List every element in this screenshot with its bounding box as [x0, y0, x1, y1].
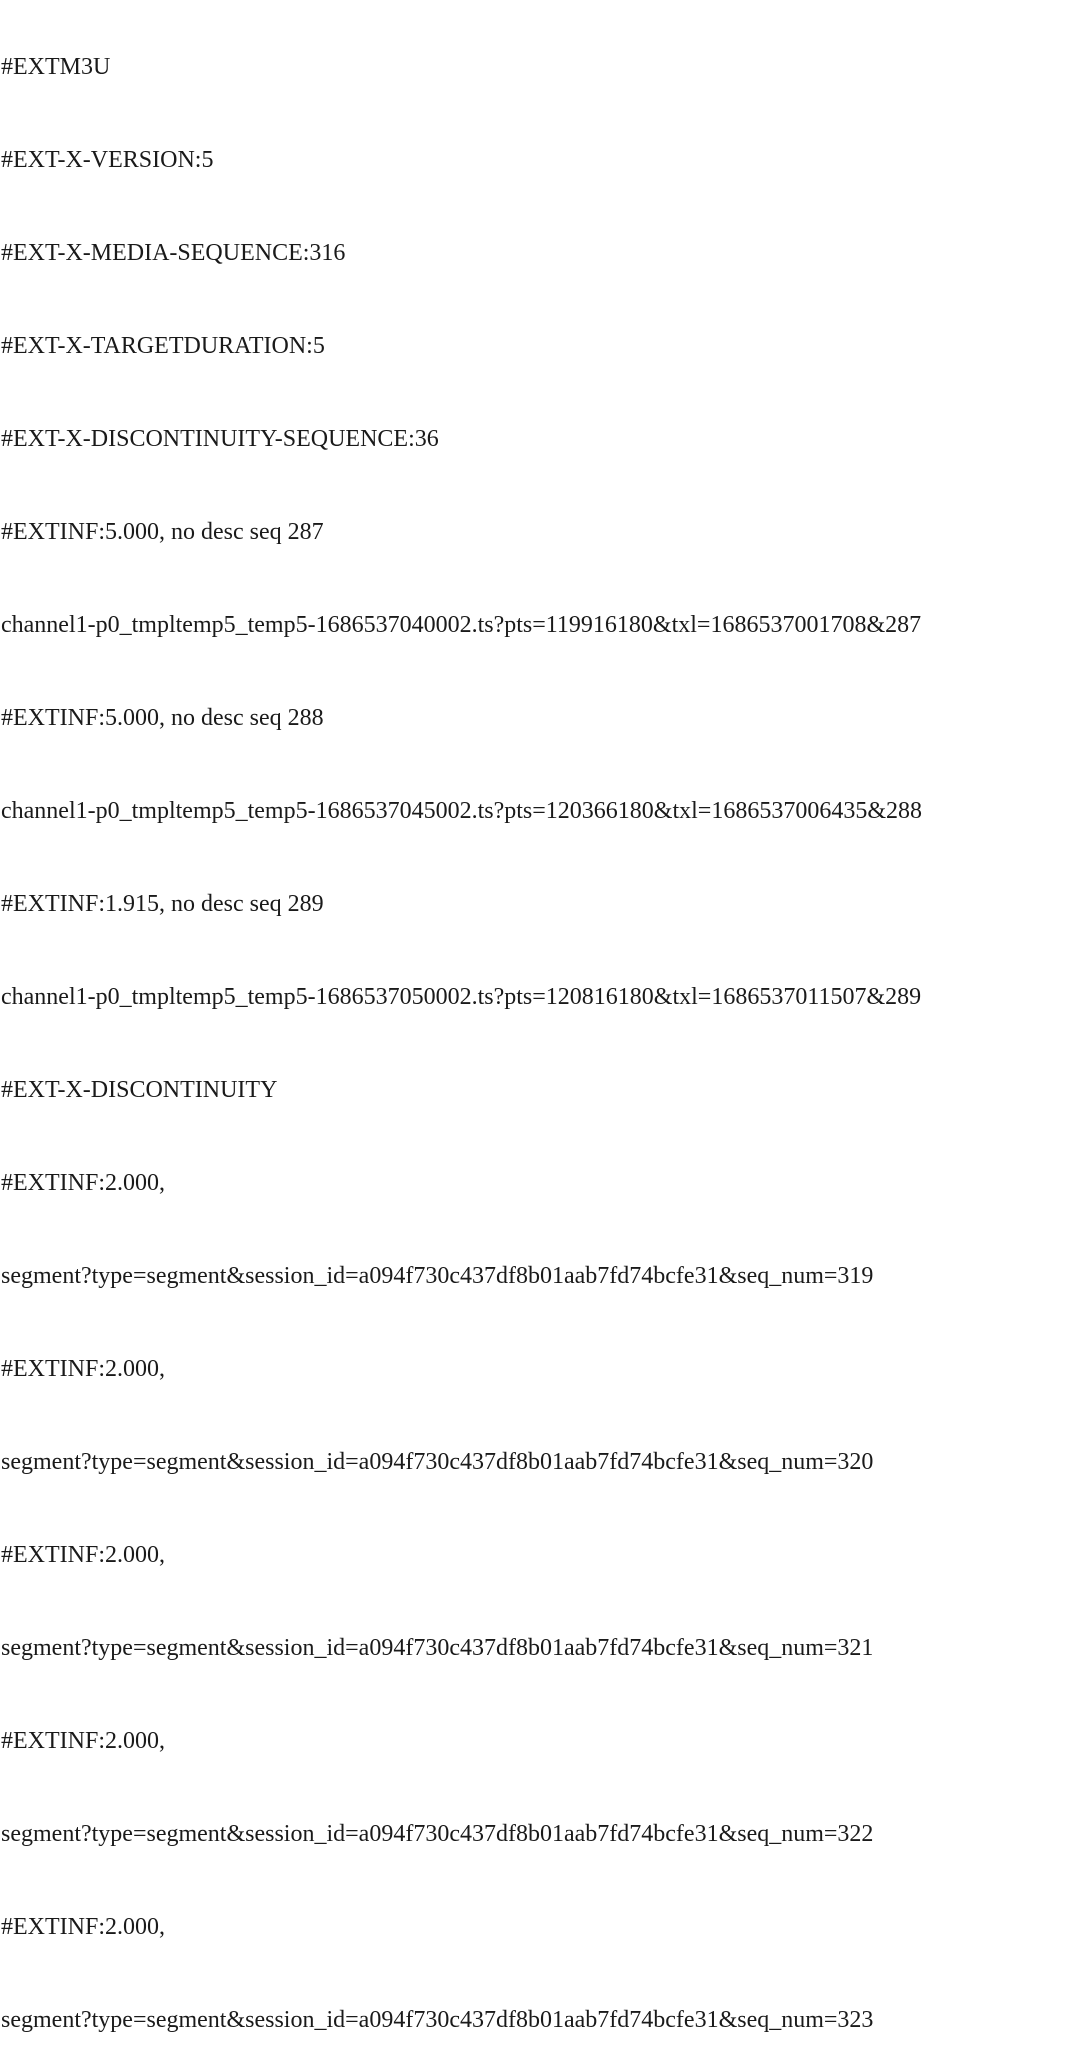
extinf-line: #EXTINF:2.000,: [1, 1356, 165, 1382]
extinf-line: #EXTINF:2.000,: [1, 1170, 165, 1196]
segment-uri-line: channel1-p0_tmpltemp5_temp5-1686537040002.ts?pts=119916180&txl=1686537001708&287: [1, 612, 922, 638]
playlist-discontinuity-sequence-line: #EXT-X-DISCONTINUITY-SEQUENCE:36: [1, 426, 439, 452]
segment-uri-line: segment?type=segment&session_id=a094f730c437df8b01aab7fd74bcfe31&seq_num=323: [1, 2007, 874, 2033]
segment-uri-line: segment?type=segment&session_id=a094f730c437df8b01aab7fd74bcfe31&seq_num=322: [1, 1821, 874, 1847]
extinf-line: #EXTINF:2.000,: [1, 1728, 165, 1754]
discontinuity-tag-line: #EXT-X-DISCONTINUITY: [1, 1077, 278, 1103]
playlist-target-duration-line: #EXT-X-TARGETDURATION:5: [1, 333, 325, 359]
playlist-media-sequence-line: #EXT-X-MEDIA-SEQUENCE:316: [1, 240, 346, 266]
segment-uri-line: segment?type=segment&session_id=a094f730c437df8b01aab7fd74bcfe31&seq_num=320: [1, 1449, 874, 1475]
segment-uri-line: segment?type=segment&session_id=a094f730c437df8b01aab7fd74bcfe31&seq_num=321: [1, 1635, 874, 1661]
playlist-version-line: #EXT-X-VERSION:5: [1, 147, 214, 173]
extinf-line: #EXTINF:5.000, no desc seq 287: [1, 519, 324, 545]
extinf-line: #EXTINF:2.000,: [1, 1542, 165, 1568]
segment-uri-line: channel1-p0_tmpltemp5_temp5-1686537045002.ts?pts=120366180&txl=1686537006435&288: [1, 798, 922, 824]
playlist-header-line: #EXTM3U: [1, 54, 111, 80]
extinf-line: #EXTINF:2.000,: [1, 1914, 165, 1940]
segment-uri-line: channel1-p0_tmpltemp5_temp5-1686537050002.ts?pts=120816180&txl=1686537011507&289: [1, 984, 922, 1010]
extinf-line: #EXTINF:1.915, no desc seq 289: [1, 891, 324, 917]
extinf-line: #EXTINF:5.000, no desc seq 288: [1, 705, 324, 731]
segment-uri-line: segment?type=segment&session_id=a094f730c437df8b01aab7fd74bcfe31&seq_num=319: [1, 1263, 874, 1289]
